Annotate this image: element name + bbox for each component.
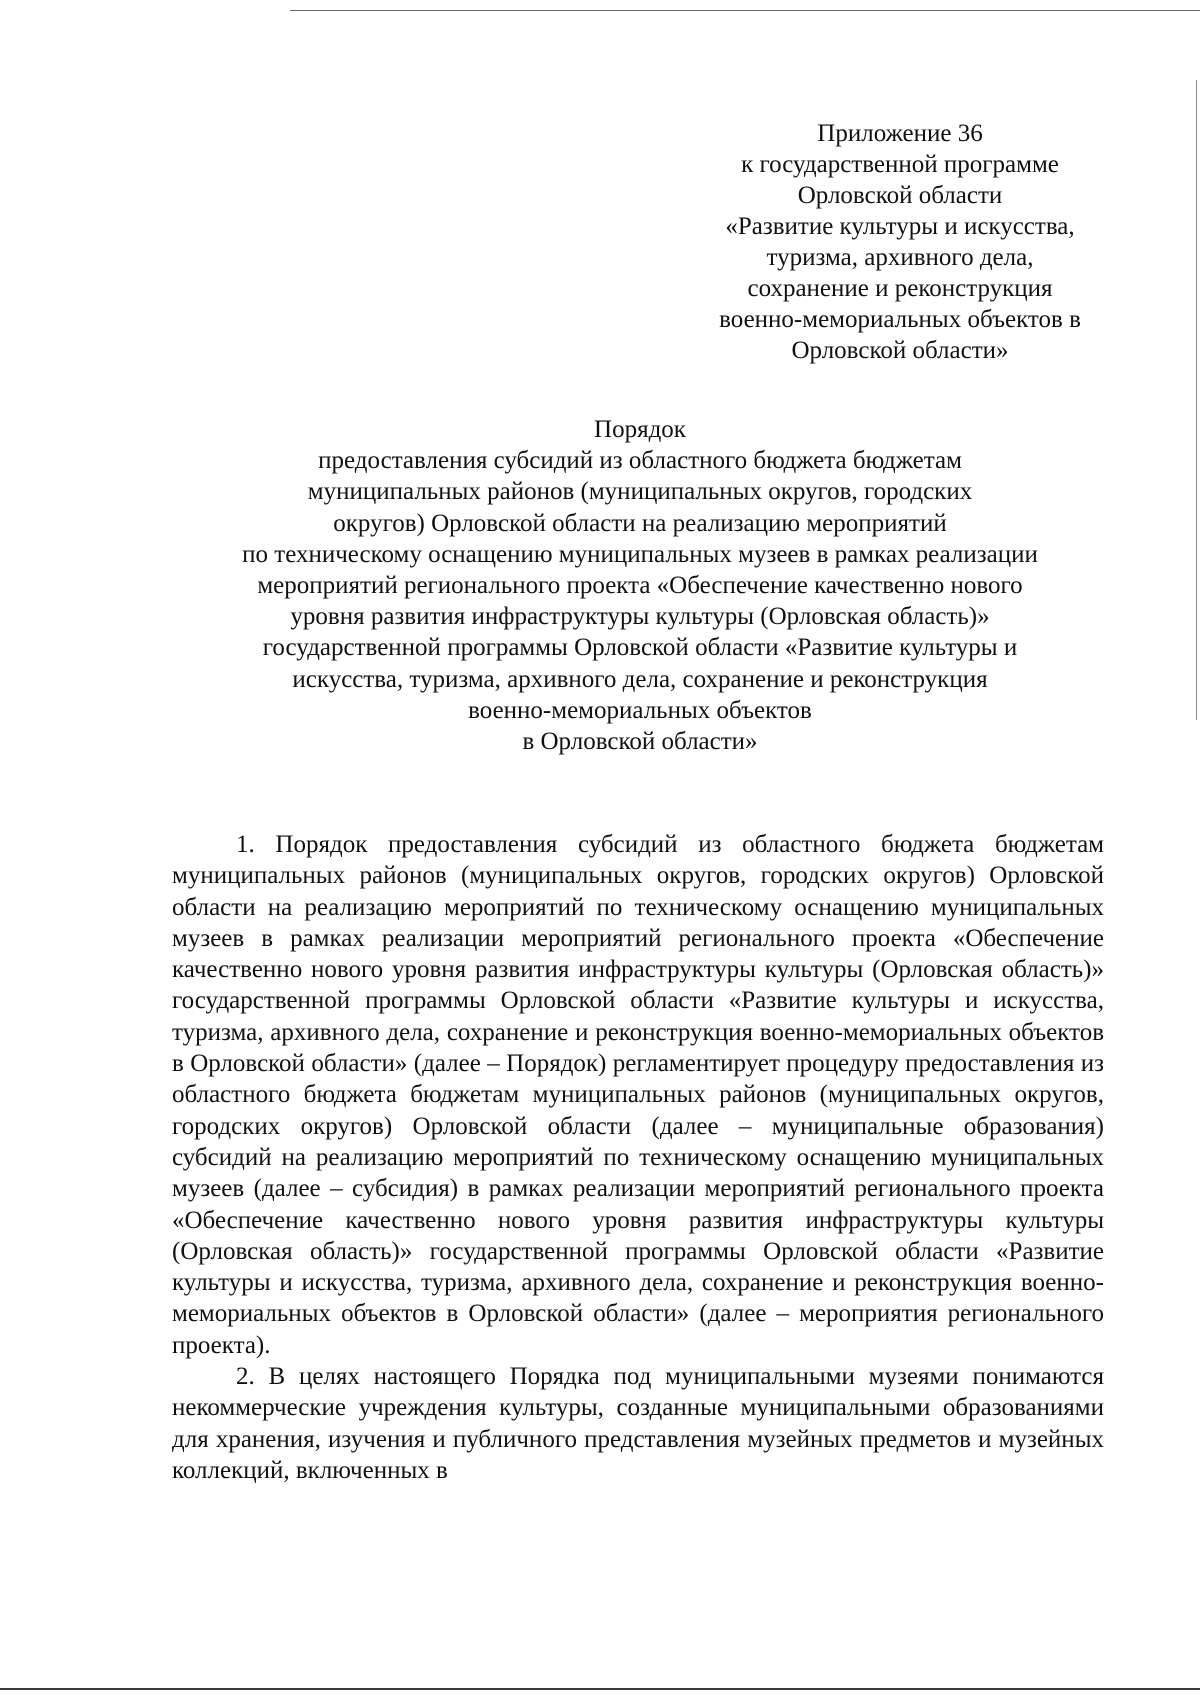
appendix-line: сохранение и реконструкция — [747, 275, 1053, 302]
title-line: государственной программы Орловской области «Развитие культуры и — [262, 634, 1018, 662]
document-title — [150, 414, 1130, 757]
appendix-line: военно-мемориальных объектов в — [719, 306, 1081, 333]
paragraph-2: 2. В целях настоящего Порядка под муниципальными музеями понимаются некоммерческие учреждения культуры, созданные муниципальными образованиями для хранения, изучения и публичного представления музейных предметов и музейных коллекций, включенных в — [172, 1363, 1104, 1484]
appendix-line: Орловской области» — [791, 337, 1009, 364]
title-line: предоставления субсидий из областного бюджета бюджетам — [318, 447, 962, 475]
title-line: искусства, туризма, архивного дела, сохранение и реконструкция — [292, 665, 988, 693]
scan-edge-top — [290, 10, 1200, 11]
scan-edge-right — [1196, 80, 1197, 720]
title-line: уровня развития инфраструктуры культуры (Орловская область)» — [290, 603, 990, 631]
appendix-line: Приложение 36 — [817, 120, 983, 147]
appendix-block — [680, 118, 1120, 366]
title-heading: Порядок — [594, 416, 686, 443]
title-line: военно-мемориальных объектов — [468, 696, 812, 724]
appendix-line: туризма, архивного дела, — [766, 244, 1034, 271]
title-line: муниципальных районов (муниципальных округов, городских — [307, 478, 973, 506]
appendix-line: к государственной программе — [741, 151, 1059, 178]
title-line: мероприятий регионального проекта «Обеспечение качественно нового — [257, 572, 1023, 600]
title-line: по техническому оснащению муниципальных музеев в рамках реализации — [242, 540, 1038, 568]
appendix-line: «Развитие культуры и искусства, — [725, 213, 1075, 240]
appendix-line: Орловской области — [797, 182, 1003, 209]
title-line: округов) Орловской области на реализацию мероприятий — [333, 509, 947, 537]
paragraph-1: 1. Порядок предоставления субсидий из областного бюджета бюджетам муниципальных районов (муниципальных округов, городских округов) Орловской области на реализацию мероприятий по техническому оснащению муниципальных музеев в рамках реализации мероприятий регионального проекта «Обеспечение качественно нового уровня развития инфраструктуры культуры (Орловская область)» государственной программы Орловской области «Развитие культуры и искусства, туризма, архивного дела, сохранение и реконструкция военно-мемориальных объектов в Орловской области» (далее – Порядок) регламентирует процедуру предоставления из областного бюджета бюджетам муниципальных районов (муниципальных округов, городских округов) Орловской области (далее – муниципальные образования) субсидий на реализацию мероприятий по техническому оснащению муниципальных музеев (далее – субсидия) в рамках реализации мероприятий регионального проекта «Обеспечение качественно нового уровня развития инфраструктуры культуры (Орловская область)» государственной программы Орловской области «Развитие культуры и искусства, туризма, архивного дела, сохранение и реконструкция военно-мемориальных объектов в Орловской области» (далее – мероприятия регионального проекта). — [172, 831, 1104, 1359]
scan-edge-bottom — [0, 1688, 1200, 1690]
document-body — [172, 829, 1104, 1486]
title-line: в Орловской области» — [522, 728, 758, 756]
